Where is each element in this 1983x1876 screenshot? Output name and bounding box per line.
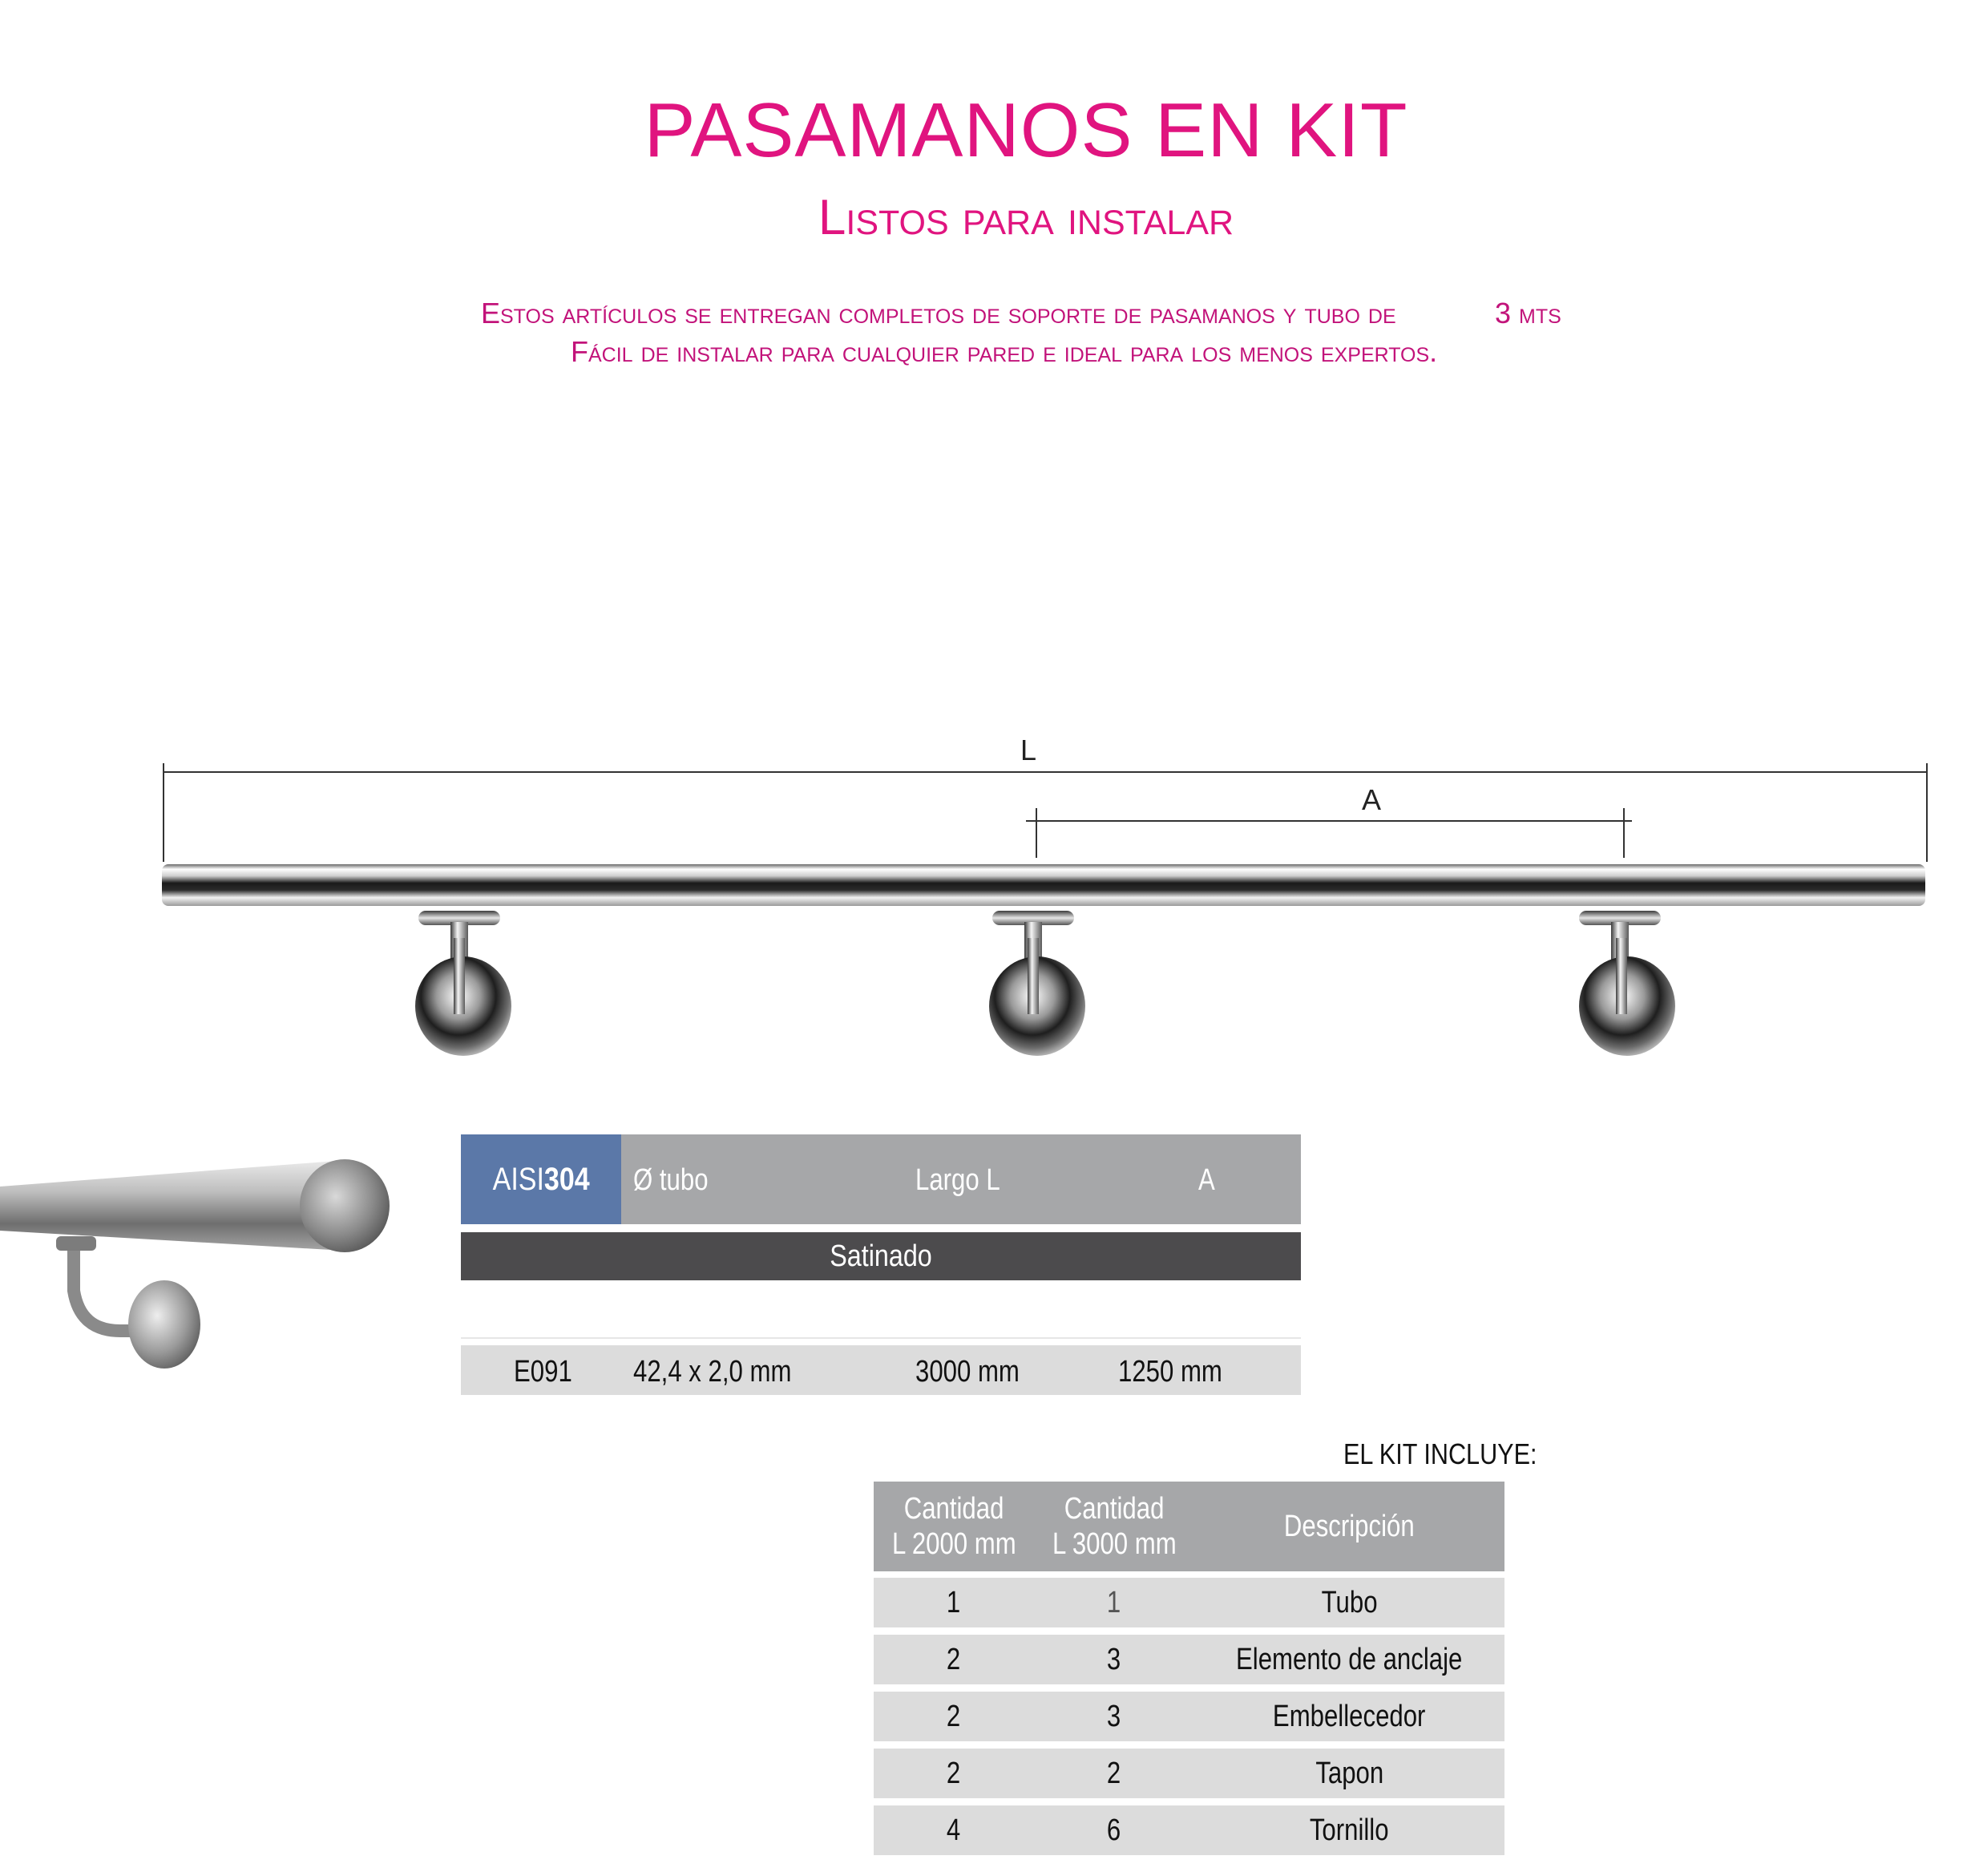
kit-cell-desc: Elemento de anclaje [1236, 1642, 1463, 1676]
table-row [874, 1578, 1504, 1627]
kit-heading: EL KIT INCLUYE: [1343, 1437, 1537, 1470]
kit-col3-label: Descripción [1284, 1509, 1415, 1543]
handrail-end-photo [0, 1138, 401, 1395]
kit-cell-q3000: 6 [1107, 1813, 1121, 1847]
bracket-1 [415, 911, 511, 1056]
kit-col2-line1: Cantidad [1064, 1492, 1165, 1526]
finish-label: Satinado [830, 1239, 932, 1273]
dimension-l [164, 763, 1927, 862]
description-quantity: 3 mts [1495, 297, 1561, 330]
kit-cell-q3000: 1 [1107, 1585, 1121, 1619]
table-row [874, 1805, 1504, 1855]
kit-cell-q2000: 1 [947, 1585, 961, 1619]
page-title: PASAMANOS EN KIT [644, 87, 1408, 173]
handrail-tube [162, 864, 1925, 906]
kit-cell-desc: Embellecedor [1273, 1699, 1426, 1733]
col-a-header: A [1198, 1163, 1215, 1197]
kit-col1-line2: L 2000 mm [891, 1527, 1016, 1561]
dimension-l-label: L [1020, 734, 1037, 766]
kit-cell-q3000: 3 [1107, 1642, 1121, 1676]
kit-cell-q2000: 2 [947, 1642, 961, 1676]
material-cell [461, 1134, 621, 1224]
kit-col1-line1: Cantidad [903, 1492, 1004, 1526]
row-tube: 42,4 x 2,0 mm [633, 1355, 792, 1389]
finish-bar [461, 1232, 1301, 1280]
kit-cell-q2000: 4 [947, 1813, 961, 1847]
kit-cell-q2000: 2 [947, 1699, 961, 1733]
kit-col3-header [1194, 1482, 1504, 1571]
table-row [874, 1692, 1504, 1741]
spec-divider [461, 1337, 1301, 1339]
page-subtitle: Listos para instalar [818, 190, 1234, 245]
kit-cell-q2000: 2 [947, 1756, 961, 1790]
kit-table-header [874, 1482, 1504, 1571]
material-prefix: AISI [492, 1161, 544, 1197]
kit-col2-line2: L 3000 mm [1052, 1527, 1177, 1561]
description-line-1: Estos artículos se entregan completos de soporte de pasamanos y tubo de [481, 297, 1396, 330]
spec-table-header [461, 1134, 1301, 1224]
row-length: 3000 mm [915, 1355, 1020, 1389]
dimension-a-label: A [1361, 783, 1382, 816]
col-length-header: Largo L [915, 1163, 1000, 1197]
table-row [874, 1635, 1504, 1684]
table-row [874, 1749, 1504, 1798]
col-tube-header: Ø tubo [633, 1163, 709, 1197]
table-row [461, 1345, 1301, 1395]
kit-cell-desc: Tubo [1321, 1585, 1378, 1619]
bracket-3 [1579, 911, 1675, 1056]
kit-col1-header [874, 1482, 1034, 1571]
kit-cell-desc: Tapon [1315, 1756, 1383, 1790]
kit-cell-desc: Tornillo [1310, 1813, 1389, 1847]
description-line-2: Fácil de instalar para cualquier pared e ideal para los menos expertos. [571, 335, 1438, 368]
bracket-2 [989, 911, 1085, 1056]
dimension-a [1026, 808, 1632, 858]
kit-col2-header [1034, 1482, 1194, 1571]
row-code: E091 [514, 1355, 572, 1389]
kit-cell-q3000: 3 [1107, 1699, 1121, 1733]
row-a: 1250 mm [1118, 1355, 1222, 1389]
kit-cell-q3000: 2 [1107, 1756, 1121, 1790]
material-grade: 304 [543, 1161, 590, 1197]
